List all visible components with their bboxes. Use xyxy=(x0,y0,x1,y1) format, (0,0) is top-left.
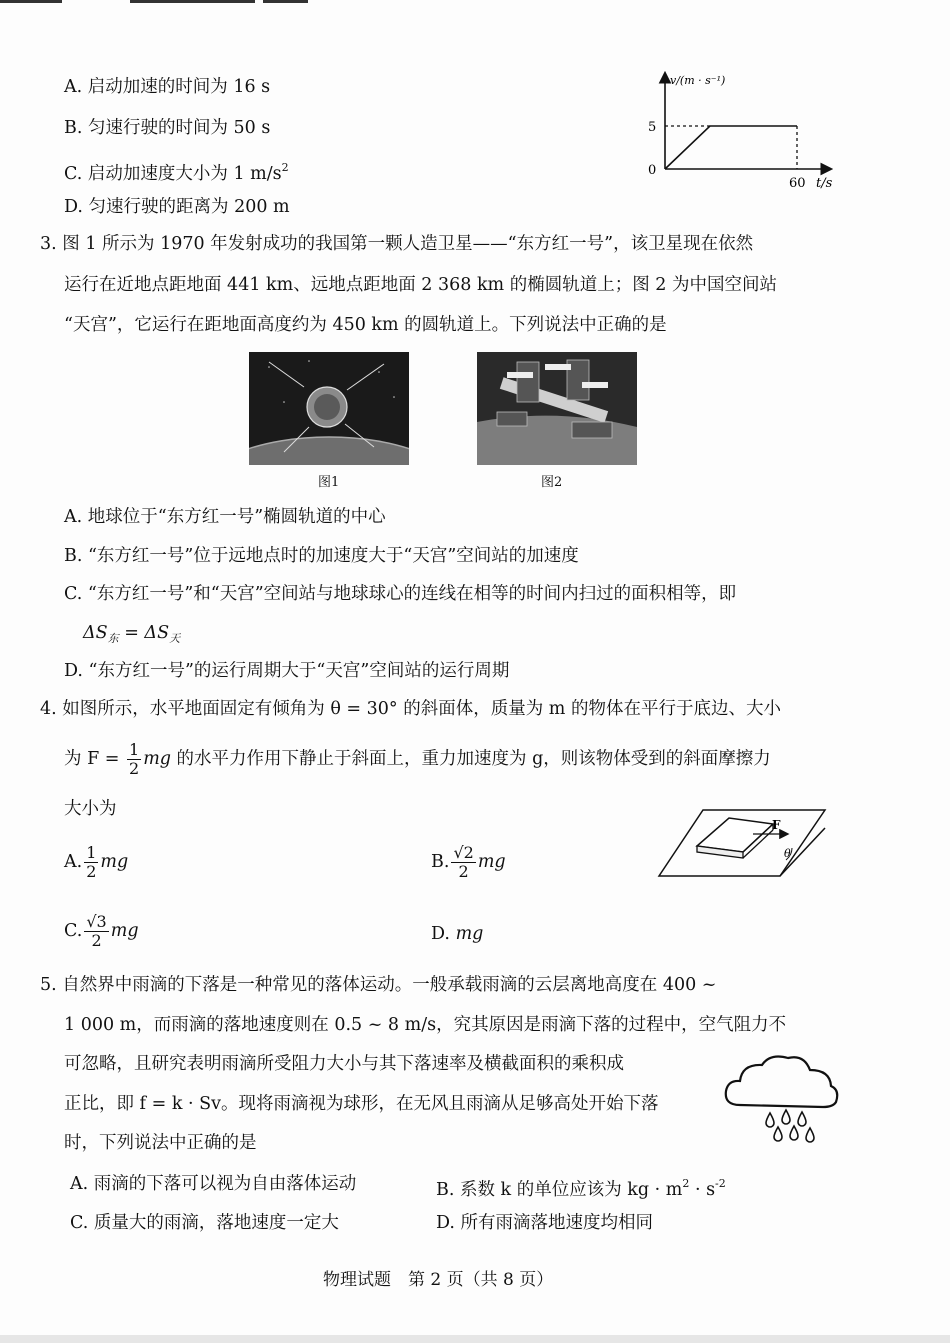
q5-option-b-text: B. 系数 k 的单位应该为 kg · m xyxy=(436,1180,683,1200)
top-rule-left xyxy=(0,0,62,3)
q3-line3: “天宫”，它运行在距地面高度约为 450 km 的圆轨道上。下列说法中正确的是 xyxy=(64,315,667,335)
q4-force-mg: mg xyxy=(143,749,171,769)
top-rule-right xyxy=(263,0,308,3)
vt-graph xyxy=(640,68,850,198)
vt-y-tick: 5 xyxy=(648,120,657,135)
q4-option-c-num: √3 xyxy=(86,912,107,931)
q5-option-b-sup1: 2 xyxy=(682,1177,690,1190)
q4-option-d-mg: mg xyxy=(455,924,484,944)
vt-line xyxy=(665,126,797,169)
q4-option-b-den: 2 xyxy=(458,862,469,881)
bottom-edge xyxy=(0,1335,950,1343)
q5-option-b-mid: · s xyxy=(689,1180,716,1200)
q5-line3: 可忽略，且研究表明雨滴所受阻力大小与其下落速率及横截面积的乘积成 xyxy=(64,1054,624,1074)
page-footer: 物理试题 第 2 页（共 8 页） xyxy=(323,1270,554,1290)
q4-option-b-label: B. xyxy=(431,852,450,872)
q5-option-b xyxy=(436,1172,726,1202)
q3-line1: 3. 图 1 所示为 1970 年发射成功的我国第一颗人造卫星——“东方红一号”，该卫星现在依然 xyxy=(40,234,754,254)
q4-line2-pre: 为 F = xyxy=(64,749,125,769)
fig1-caption: 图1 xyxy=(318,475,340,490)
q4-option-a-num: 1 xyxy=(86,843,97,862)
q4-option-b-fraction xyxy=(451,844,475,881)
q2-option-a: A. 启动加速的时间为 16 s xyxy=(64,77,271,97)
q4-option-c-label: C. xyxy=(64,921,83,941)
q2-option-d: D. 匀速行驶的距离为 200 m xyxy=(64,197,290,217)
q5-option-b-sup2: -2 xyxy=(715,1177,726,1190)
q3-option-c-equation xyxy=(83,621,180,651)
q4-force-num: 1 xyxy=(129,740,140,759)
q4-line3: 大小为 xyxy=(64,799,117,819)
q3-eq-left: ΔS xyxy=(83,623,108,643)
q3-eq-mid: = ΔS xyxy=(118,623,170,643)
q3-line2: 运行在近地点距地面 441 km、远地点距地面 2 368 km 的椭圆轨道上；图 2 为中国空间站 xyxy=(64,275,777,295)
q5-line4: 正比，即 f = k · Sv。现将雨滴视为球形，在无风且雨滴从足够高处开始下落 xyxy=(64,1094,659,1114)
vt-ylabel: v/(m · s⁻¹) xyxy=(670,74,726,87)
q4-force-den: 2 xyxy=(129,759,140,778)
q4-option-a-fraction xyxy=(84,844,98,881)
q2-option-c-text: C. 启动加速度大小为 1 m/s xyxy=(64,164,282,184)
incline-diagram xyxy=(655,808,830,880)
fig2-caption: 图2 xyxy=(541,475,563,490)
q5-option-a: A. 雨滴的下落可以视为自由落体运动 xyxy=(70,1174,357,1194)
q4-line2-post: 的水平力作用下静止于斜面上，重力加速度为 g，则该物体受到的斜面摩擦力 xyxy=(170,749,771,769)
q4-option-c-fraction xyxy=(84,913,108,950)
q4-option-b-num: √2 xyxy=(453,843,474,862)
satellite-photo-fig1 xyxy=(249,352,409,465)
q4-option-c xyxy=(64,912,139,950)
q4-option-d xyxy=(431,922,483,946)
q2-option-b: B. 匀速行驶的时间为 50 s xyxy=(64,118,271,138)
q4-option-b xyxy=(431,843,506,881)
q2-option-c-sup: 2 xyxy=(281,161,289,174)
vt-xlabel: t/s xyxy=(816,176,833,191)
q3-eq-sub1: 东 xyxy=(107,632,119,645)
q4-option-a-den: 2 xyxy=(86,862,97,881)
q5-option-d: D. 所有雨滴落地速度均相同 xyxy=(436,1213,654,1233)
incline-force-label: F xyxy=(772,818,781,832)
q5-line1: 5. 自然界中雨滴的下落是一种常见的落体运动。一般承载雨滴的云层离地高度在 400 ~ xyxy=(40,975,717,995)
q4-option-c-mg: mg xyxy=(110,921,139,941)
q3-option-d: D. “东方红一号”的运行周期大于“天宫”空间站的运行周期 xyxy=(64,661,510,681)
vt-x-tick: 60 xyxy=(789,176,806,191)
q3-option-c: C. “东方红一号”和“天宫”空间站与地球球心的连线在相等的时间内扫过的面积相等，即 xyxy=(64,584,737,604)
q2-option-c xyxy=(64,156,289,186)
q4-option-d-label: D. xyxy=(431,924,450,944)
incline-angle-label: θ xyxy=(784,847,791,860)
q5-line2: 1 000 m，而雨滴的落地速度则在 0.5 ~ 8 m/s，究其原因是雨滴下落的过程中，空气阻力不 xyxy=(64,1015,787,1035)
q4-option-a-mg: mg xyxy=(100,852,129,872)
q3-option-a: A. 地球位于“东方红一号”椭圆轨道的中心 xyxy=(64,507,386,527)
q4-line1: 4. 如图所示，水平地面固定有倾角为 θ = 30° 的斜面体，质量为 m 的物体在平行于底边、大小 xyxy=(40,699,781,719)
q3-option-b: B. “东方红一号”位于远地点时的加速度大于“天宫”空间站的加速度 xyxy=(64,546,579,566)
q4-line2 xyxy=(64,740,771,778)
top-rule-mid xyxy=(130,0,255,3)
q4-option-b-mg: mg xyxy=(477,852,506,872)
q5-line5: 时，下列说法中正确的是 xyxy=(64,1133,257,1153)
q3-eq-sub2: 天 xyxy=(169,632,181,645)
q4-option-a-label: A. xyxy=(64,852,83,872)
q4-force-fraction xyxy=(127,741,141,778)
space-station-photo-fig2 xyxy=(477,352,637,465)
vt-origin: 0 xyxy=(648,163,657,178)
q4-option-a xyxy=(64,843,128,881)
rain-cloud-icon xyxy=(718,1050,848,1146)
q5-option-c: C. 质量大的雨滴，落地速度一定大 xyxy=(70,1213,339,1233)
q4-option-c-den: 2 xyxy=(91,931,102,950)
